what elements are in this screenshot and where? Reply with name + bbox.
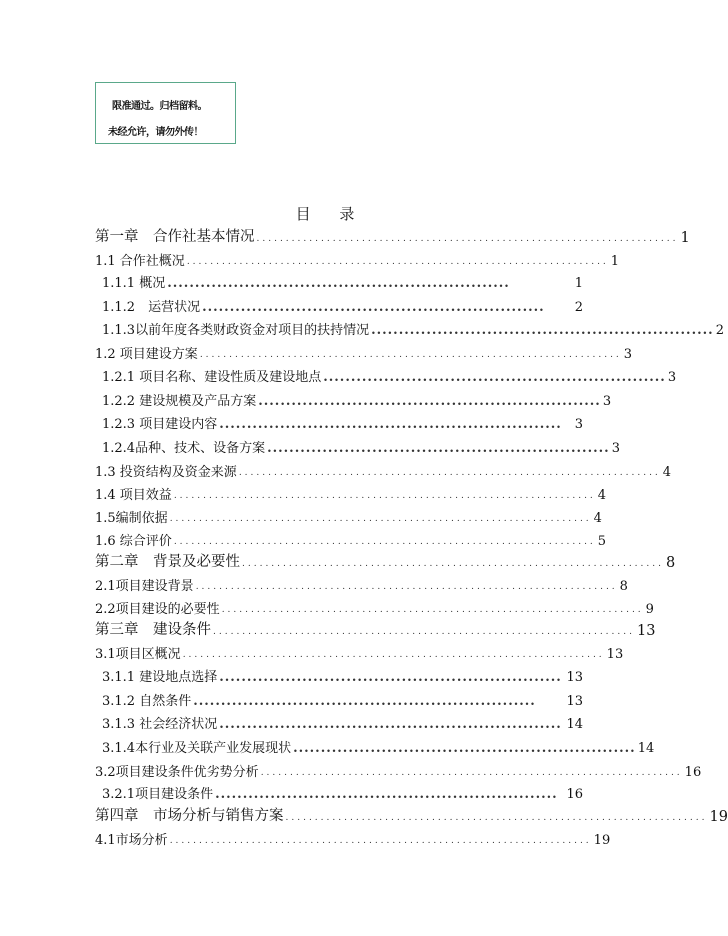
toc-entry-page: 9 <box>645 602 654 617</box>
toc-entry-page: 1 <box>610 254 620 269</box>
dot-leader: ........................................................................ <box>195 582 618 592</box>
toc-entry-label: 第四章 市场分析与销售方案 <box>95 808 284 824</box>
dot-leader: ........................................................................ <box>256 234 679 244</box>
toc-entry-page: 4 <box>662 465 672 480</box>
toc-entry-page: 8 <box>619 579 628 594</box>
toc-entry[interactable] <box>95 551 676 571</box>
toc-entry-page: 14 <box>566 717 583 732</box>
toc-entry-label: 3.1项目区概况 <box>95 647 181 662</box>
toc-entry-label: 1.2.1 项目名称、建设性质及建设地点 <box>102 370 322 385</box>
dot-leader: ........................................................................ <box>169 514 592 524</box>
toc-entry[interactable] <box>95 760 702 780</box>
dot-leader: ........................................................................ <box>173 491 596 501</box>
toc-entry-label: 1.4 项目效益 <box>95 488 172 503</box>
toc-entry[interactable] <box>95 665 583 685</box>
toc-entry[interactable] <box>95 828 611 848</box>
toc-entry-page: 3 <box>623 347 633 362</box>
stamp-line-1: 限准通过。归档留料。 <box>112 101 207 112</box>
toc-entry-page: 13 <box>566 670 583 685</box>
toc-entry-label: 2.2项目建设的必要性 <box>95 602 220 617</box>
toc-entry-label: 第二章 背景及必要性 <box>95 554 240 570</box>
dot-leader: ........................................................................ <box>242 559 664 569</box>
toc-entry-page: 1 <box>680 230 690 246</box>
toc-entry[interactable] <box>95 782 583 802</box>
dot-leader: .............................................................. <box>219 417 562 432</box>
toc-entry[interactable] <box>95 412 583 432</box>
toc-entry[interactable] <box>95 271 583 291</box>
toc-entry-page: 2 <box>574 300 583 315</box>
toc-entry[interactable] <box>95 642 624 662</box>
stamp-line-2: 未经允许，请勿外传！ <box>108 127 203 138</box>
toc-entry[interactable] <box>95 483 607 503</box>
toc-entry-label: 3.1.2 自然条件 <box>102 694 192 709</box>
toc-entry[interactable] <box>95 436 620 456</box>
toc-entry-page: 13 <box>606 647 624 662</box>
toc-entry-page: 16 <box>566 787 583 802</box>
toc-entry-page: 8 <box>665 555 676 571</box>
dot-leader: ........................................................................ <box>260 768 683 778</box>
toc-entry[interactable] <box>95 574 628 594</box>
toc-entry-page: 13 <box>636 623 656 639</box>
toc-entry[interactable] <box>95 249 620 269</box>
dot-leader: .............................................................. <box>202 300 545 315</box>
toc-entry-label: 3.2.1项目建设条件 <box>102 787 214 802</box>
toc-entry-label: 1.3 投资结构及资金来源 <box>95 465 237 480</box>
dot-leader: .............................................................. <box>219 670 562 685</box>
toc-entry-page: 5 <box>597 534 607 549</box>
dot-leader: ........................................................................ <box>186 257 609 267</box>
dot-leader: .............................................................. <box>193 694 536 709</box>
toc-entry-page: 3 <box>574 417 583 432</box>
toc-entry-label: 1.6 综合评价 <box>95 534 172 549</box>
toc-entry-label: 3.2项目建设条件优劣势分析 <box>95 765 259 780</box>
dot-leader: ........................................................................ <box>221 605 644 615</box>
toc-entry-label: 2.1项目建设背景 <box>95 579 194 594</box>
dot-leader: ........................................................................ <box>213 627 635 637</box>
toc-entry-page: 4 <box>593 511 602 526</box>
toc-entry-label: 1.1.3以前年度各类财政资金对项目的扶持情况 <box>102 323 370 338</box>
toc-entry-label: 1.2.2 建设规模及产品方案 <box>102 394 257 409</box>
dot-leader: ........................................................................ <box>199 350 622 360</box>
dot-leader: .............................................................. <box>371 323 714 338</box>
toc-entry[interactable] <box>95 389 612 409</box>
toc-entry-page: 4 <box>597 488 607 503</box>
toc-entry-label: 1.2.3 项目建设内容 <box>102 417 218 432</box>
toc-entry-label: 1.5编制依据 <box>95 511 168 526</box>
toc-entry-label: 第三章 建设条件 <box>95 622 211 638</box>
toc-entry[interactable] <box>95 226 690 246</box>
dot-leader: .............................................................. <box>167 276 510 291</box>
toc-entry-label: 3.1.1 建设地点选择 <box>102 670 218 685</box>
toc-entry[interactable] <box>95 460 672 480</box>
toc-entry[interactable] <box>95 712 583 732</box>
dot-leader: .............................................................. <box>219 717 562 732</box>
toc-entry-page: 19 <box>593 833 611 848</box>
toc-entry[interactable] <box>95 736 655 756</box>
toc-entry-page: 13 <box>566 694 583 709</box>
toc-entry-label: 1.1.1 概况 <box>102 276 166 291</box>
toc-entry[interactable] <box>95 506 602 526</box>
toc-entry[interactable] <box>95 365 677 385</box>
dot-leader: ........................................................................ <box>173 537 596 547</box>
toc-entry-label: 1.2 项目建设方案 <box>95 347 198 362</box>
toc-entry-page: 3 <box>602 394 612 409</box>
toc-entry-label: 第一章 合作社基本情况 <box>95 229 255 245</box>
toc-entry-label: 1.1 合作社概况 <box>95 254 185 269</box>
toc-entry-label: 1.1.2 运营状况 <box>102 300 201 315</box>
dot-leader: .............................................................. <box>258 394 601 409</box>
dot-leader: .............................................................. <box>323 370 666 385</box>
toc-entry-label: 4.1市场分析 <box>95 833 168 848</box>
toc-entry[interactable] <box>95 689 583 709</box>
toc-entry[interactable] <box>95 529 607 549</box>
toc-title: 目 录 <box>295 205 367 223</box>
dot-leader: ........................................................................ <box>285 813 708 823</box>
toc-entry-page: 14 <box>637 741 655 756</box>
toc-entry-page: 16 <box>684 765 702 780</box>
toc-entry-page: 1 <box>574 276 583 291</box>
toc-entry-page: 3 <box>611 441 620 456</box>
toc-entry[interactable] <box>95 342 633 362</box>
toc-entry-label: 1.2.4品种、技术、设备方案 <box>102 441 266 456</box>
toc-entry[interactable] <box>95 318 724 338</box>
toc-entry[interactable] <box>95 805 728 825</box>
dot-leader: ........................................................................ <box>169 836 592 846</box>
toc-entry[interactable] <box>95 295 583 315</box>
dot-leader: .............................................................. <box>267 441 610 456</box>
toc-entry[interactable] <box>95 597 654 617</box>
dot-leader: .............................................................. <box>293 741 636 756</box>
toc-entry-label: 3.1.3 社会经济状况 <box>102 717 218 732</box>
toc-entry-page: 3 <box>667 370 677 385</box>
dot-leader: ........................................................................ <box>182 650 605 660</box>
toc-entry[interactable] <box>95 619 656 639</box>
dot-leader: ........................................................................ <box>238 468 661 478</box>
toc-entry-label: 3.1.4本行业及关联产业发展现状 <box>102 741 292 756</box>
toc-entry-page: 19 <box>709 809 728 825</box>
toc-entry-page: 2 <box>715 323 724 338</box>
dot-leader: .............................................................. <box>215 787 558 802</box>
